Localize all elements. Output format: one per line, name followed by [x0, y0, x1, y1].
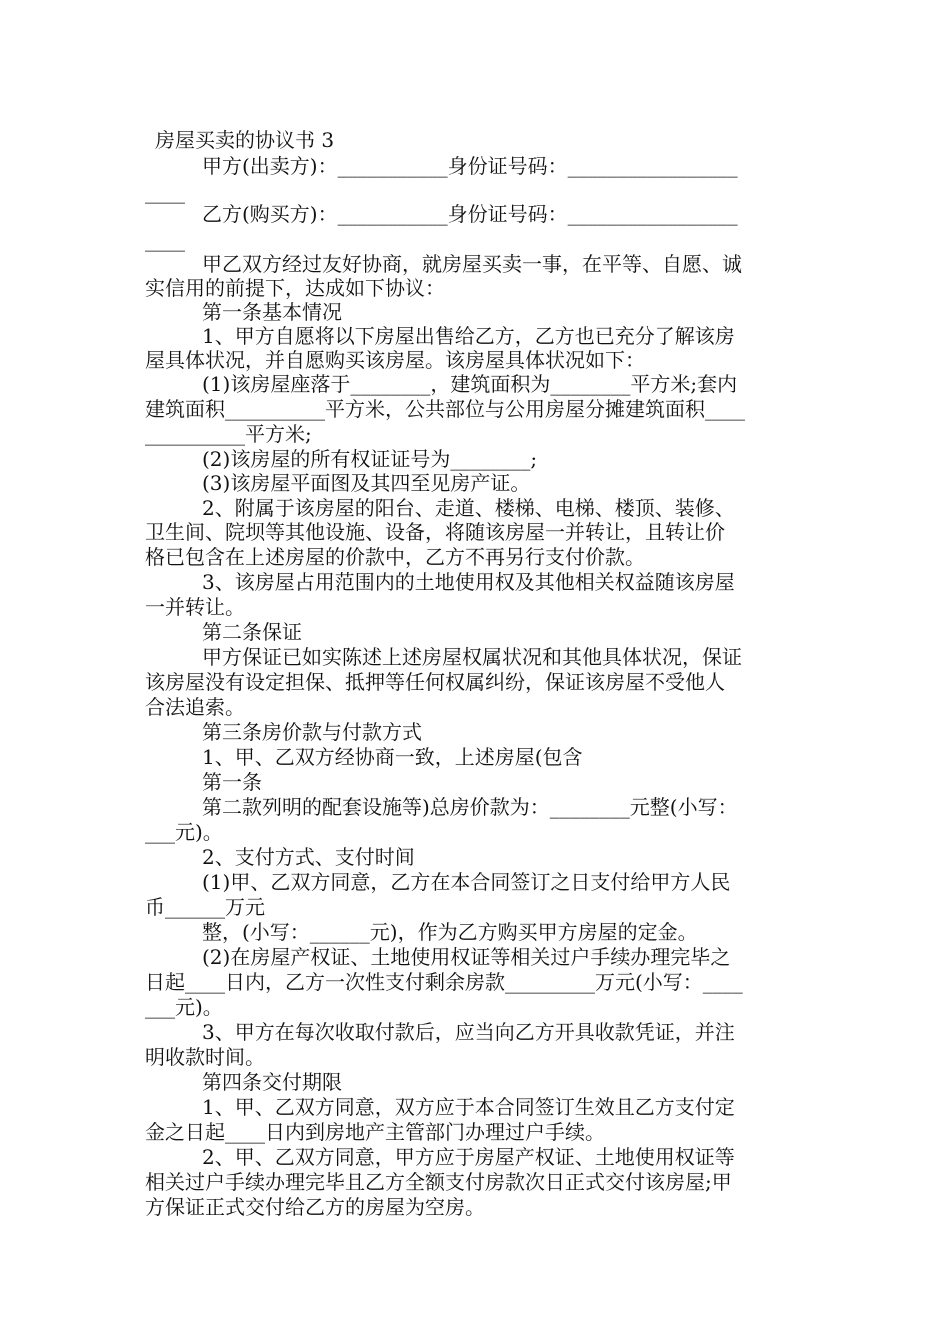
text-line: (3)该房屋平面图及其四至见房产证。 [202, 471, 531, 495]
text-line: 币______万元 [145, 895, 265, 919]
section-heading: 第三条房价款与付款方式 [202, 720, 422, 744]
text-line: 2、甲、乙双方同意，甲方应于房屋产权证、土地使用权证等 [202, 1145, 735, 1169]
text-line: (2)该房屋的所有权证证号为________; [202, 447, 538, 471]
text-line: 方保证正式交付给乙方的房屋为空房。 [145, 1195, 485, 1219]
text-line: (1)甲、乙双方同意，乙方在本合同签订之日支付给甲方人民 [202, 870, 731, 894]
text-line: ____ [145, 180, 185, 204]
text-line: 相关过户手续办理完毕且乙方全额支付房款次日正式交付该房屋;甲 [145, 1170, 732, 1194]
section-heading: 第四条交付期限 [202, 1070, 342, 1094]
text-line: 1、甲方自愿将以下房屋出售给乙方，乙方也已充分了解该房 [202, 324, 735, 348]
text-line: 实信用的前提下，达成如下协议： [145, 276, 445, 300]
text-line: ___元)。 [145, 820, 223, 844]
text-line: 整，(小写：______元)，作为乙方购买甲方房屋的定金。 [202, 920, 698, 944]
text-line: 2、附属于该房屋的阳台、走道、楼梯、电梯、楼顶、装修、 [202, 496, 735, 520]
text-line: 卫生间、院坝等其他设施、设备，将随该房屋一并转让，且转让价 [145, 520, 725, 544]
text-line: 甲方保证已如实陈述上述房屋权属状况和其他具体状况，保证 [202, 645, 742, 669]
text-line: 1、甲、乙双方同意，双方应于本合同签订生效且乙方支付定 [202, 1095, 735, 1119]
text-line: 一并转让。 [145, 595, 245, 619]
text-line: 2、支付方式、支付时间 [202, 845, 415, 869]
text-line: 甲乙双方经过友好协商，就房屋买卖一事，在平等、自愿、诚 [202, 252, 742, 276]
text-line: 明收款时间。 [145, 1045, 265, 1069]
text-line: 3、甲方在每次收取付款后，应当向乙方开具收款凭证，并注 [202, 1020, 735, 1044]
text-line: __________平方米; [145, 422, 312, 446]
section-heading: 第二条保证 [202, 620, 302, 644]
text-line: 乙方(购买方)：___________身份证号码：_________________ [202, 202, 738, 226]
text-line: 建筑面积__________平方米，公共部位与公用房屋分摊建筑面积____ [145, 397, 745, 421]
text-line: 第一条 [202, 770, 262, 794]
section-heading: 第一条基本情况 [202, 300, 342, 324]
text-line: 甲方(出卖方)：___________身份证号码：_________________ [202, 154, 738, 178]
text-line: ____ [145, 228, 185, 252]
text-line: (2)在房屋产权证、土地使用权证等相关过户手续办理完毕之 [202, 945, 731, 969]
text-line: 日起____日内，乙方一次性支付剩余房款_________万元(小写：____ [145, 970, 743, 994]
text-line: 第二款列明的配套设施等)总房价款为：________元整(小写： [202, 795, 738, 819]
text-line: 合法追索。 [145, 695, 245, 719]
text-line: 3、该房屋占用范围内的土地使用权及其他相关权益随该房屋 [202, 570, 735, 594]
text-line: 金之日起____日内到房地产主管部门办理过户手续。 [145, 1120, 605, 1144]
document-title: 房屋买卖的协议书 3 [155, 128, 335, 152]
text-line: 该房屋没有设定担保、抵押等任何权属纠纷，保证该房屋不受他人 [145, 670, 725, 694]
text-line: ___元)。 [145, 995, 223, 1019]
text-line: 1、甲、乙双方经协商一致，上述房屋(包含 [202, 745, 583, 769]
text-line: 屋具体状况，并自愿购买该房屋。该房屋具体状况如下： [145, 348, 645, 372]
text-line: 格已包含在上述房屋的价款中，乙方不再另行支付价款。 [145, 545, 645, 569]
text-line: (1)该房屋座落于________，建筑面积为________平方米;套内 [202, 372, 738, 396]
